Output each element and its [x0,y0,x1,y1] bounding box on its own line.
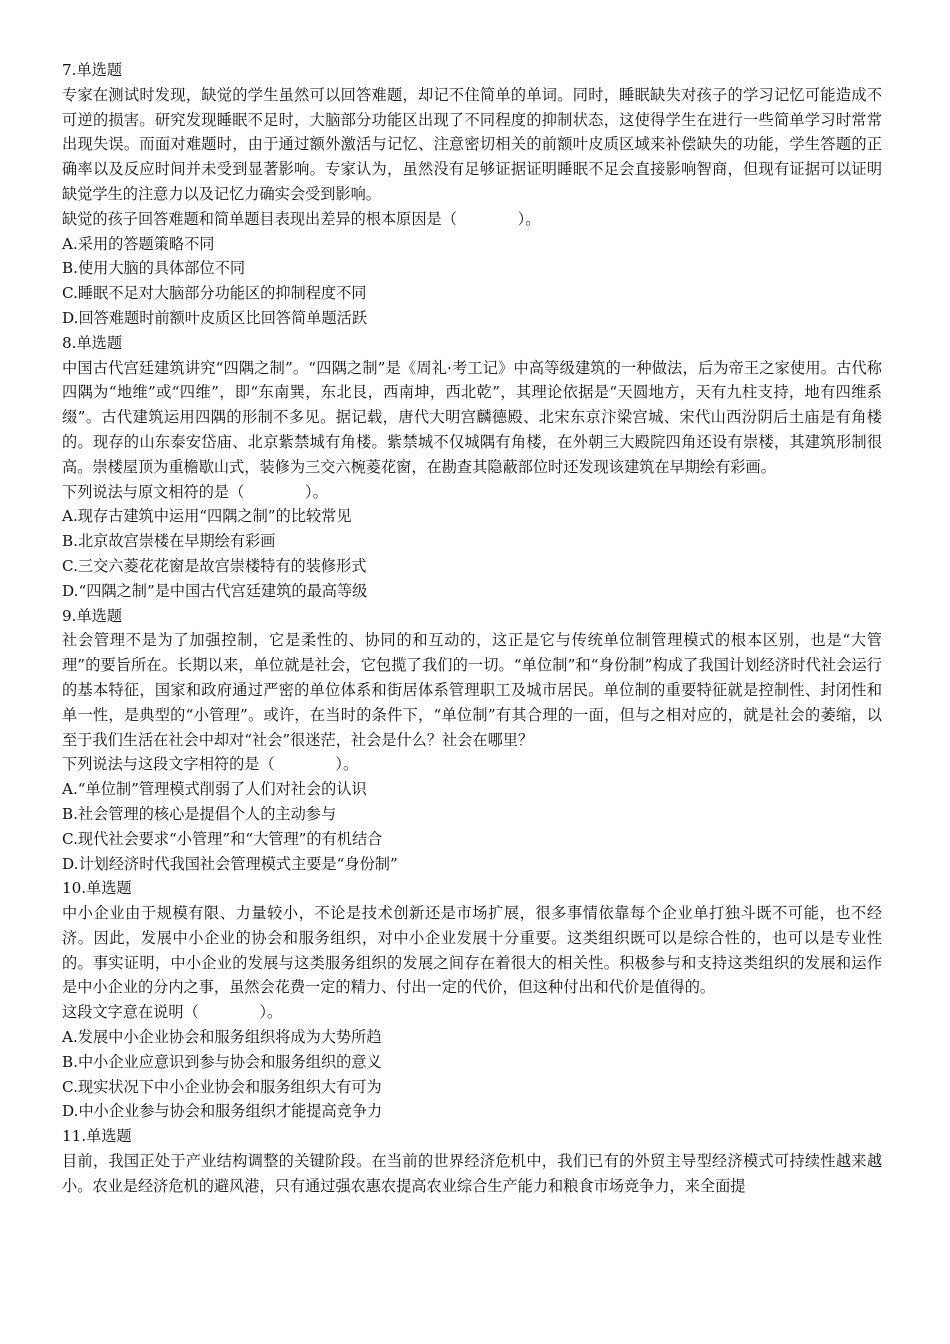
question-number: 11.单选题 [62,1127,132,1146]
question-number: 9.单选题 [62,606,123,625]
question-passage: 中小企业由于规模有限、力量较小，不论是技术创新还是市场扩展，很多事情依靠每个企业单打独斗既不可能，也不经济。因此，发展中小企业的协会和服务组织，对中小企业发展十分重要。这类组织既可以是综合性的，也可以是专业性的。事实证明，中小企业的发展与这类服务组织的发展之间存在着很大的相关性。积极参与和支持这类组织的发展和运作是中小企业的分内之事，虽然会花费一定的精力、付出一定的代价，但这种付出和代价是值得的。 [62,904,882,997]
option-b: B.使用大脑的具体部位不同 [62,259,246,278]
question-9 [62,604,882,877]
option-b: B.中小企业应意识到参与协会和服务组织的意义 [62,1052,382,1071]
question-stem: 下列说法与这段文字相符的是（ ）。 [62,755,359,774]
option-d: D.中小企业参与协会和服务组织才能提高竞争力 [62,1102,383,1121]
option-a: A.采用的答题策略不同 [62,234,215,253]
question-number: 7.单选题 [62,61,123,79]
option-b: B.社会管理的核心是提倡个人的主动参与 [62,804,337,823]
question-stem: 缺觉的孩子回答难题和简单题目表现出差异的根本原因是（ ）。 [62,209,541,228]
question-passage: 目前，我国正处于产业结构调整的关键阶段。在当前的世界经济危机中，我们已有的外贸主导型经济模式可持续性越来越小。农业是经济危机的避风港，只有通过强农惠农提高农业综合生产能力和粮食市场竞争力，来全面提 [62,1152,882,1195]
question-7 [62,58,882,331]
document-page [62,58,882,1199]
question-passage: 社会管理不是为了加强控制，它是柔性的、协同的和互动的，这正是它与传统单位制管理模式的根本区别，也是“大管理”的要旨所在。长期以来，单位就是社会，它包揽了我们的一切。“单位制”和“身份制”构成了我国计划经济时代社会运行的基本特征，国家和政府通过严密的单位体系和街居体系管理职工及城市居民。单位制的重要特征就是控制性、封闭性和单一性，是典型的“小管理”。或许，在当时的条件下，“单位制”有其合理的一面，但与之相对应的，就是社会的萎缩，以至于我们生活在社会中却对“社会”很迷茫，社会是什么？社会在哪里？ [62,631,882,749]
option-c: C.现实状况下中小企业协会和服务组织大有可为 [62,1077,382,1096]
question-stem: 下列说法与原文相符的是（ ）。 [62,482,328,501]
option-d: D.计划经济时代我国社会管理模式主要是“身份制” [62,854,398,873]
question-passage: 中国古代宫廷建筑讲究“四隅之制”。“四隅之制”是《周礼·考工记》中高等级建筑的一种做法，后为帝王之家使用。古代称四隅为“地维”或“四维”，即“东南巽，东北艮，西南坤，西北乾”，其理论依据是“天圆地方，天有九柱支持，地有四维系缀”。古代建筑运用四隅的形制不多见。据记载，唐代大明宫麟德殿、北宋东京汴梁宫城、宋代山西汾阴后土庙是有角楼的。现存的山东泰安岱庙、北京紫禁城有角楼。紫禁城不仅城隅有角楼，在外朝三大殿院四角还设有崇楼，其建筑形制很高。崇楼屋顶为重檐歇山式，装修为三交六椀菱花窗，在勘查其隐蔽部位时还发现该建筑在早期绘有彩画。 [62,358,882,476]
option-d: D.“四隅之制”是中国古代宫廷建筑的最高等级 [62,581,368,600]
question-number: 8.单选题 [62,333,123,352]
question-8 [62,331,882,604]
option-a: A.现存古建筑中运用“四隅之制”的比较常见 [62,507,352,526]
option-c: C.三交六菱花花窗是故宫崇楼特有的装修形式 [62,556,367,575]
question-passage: 专家在测试时发现，缺觉的学生虽然可以回答难题，却记不住简单的单词。同时，睡眠缺失对孩子的学习记忆可能造成不可逆的损害。研究发现睡眠不足时，大脑部分功能区出现了不同程度的抑制状态，这使得学生在进行一些简单学习时常常出现失误。而面对难题时，由于通过额外激活与记忆、注意密切相关的前额叶皮质区域来补偿缺失的功能，学生答题的正确率以及反应时间并未受到显著影响。专家认为，虽然没有足够证据证明睡眠不足会直接影响智商，但现有证据可以证明缺觉学生的注意力以及记忆力确实会受到影响。 [62,85,882,203]
option-d: D.回答难题时前额叶皮质区比回答简单题活跃 [62,308,368,327]
option-a: A.发展中小企业协会和服务组织将成为大势所趋 [62,1028,382,1047]
option-b: B.北京故宫崇楼在早期绘有彩画 [62,532,276,551]
option-c: C.现代社会要求“小管理”和“大管理”的有机结合 [62,829,383,848]
option-c: C.睡眠不足对大脑部分功能区的抑制程度不同 [62,284,367,303]
question-11 [62,1124,882,1198]
question-stem: 这段文字意在说明（ ）。 [62,1003,283,1022]
option-a: A.“单位制”管理模式削弱了人们对社会的认识 [62,780,367,799]
question-10 [62,876,882,1124]
question-number: 10.单选题 [62,879,132,898]
